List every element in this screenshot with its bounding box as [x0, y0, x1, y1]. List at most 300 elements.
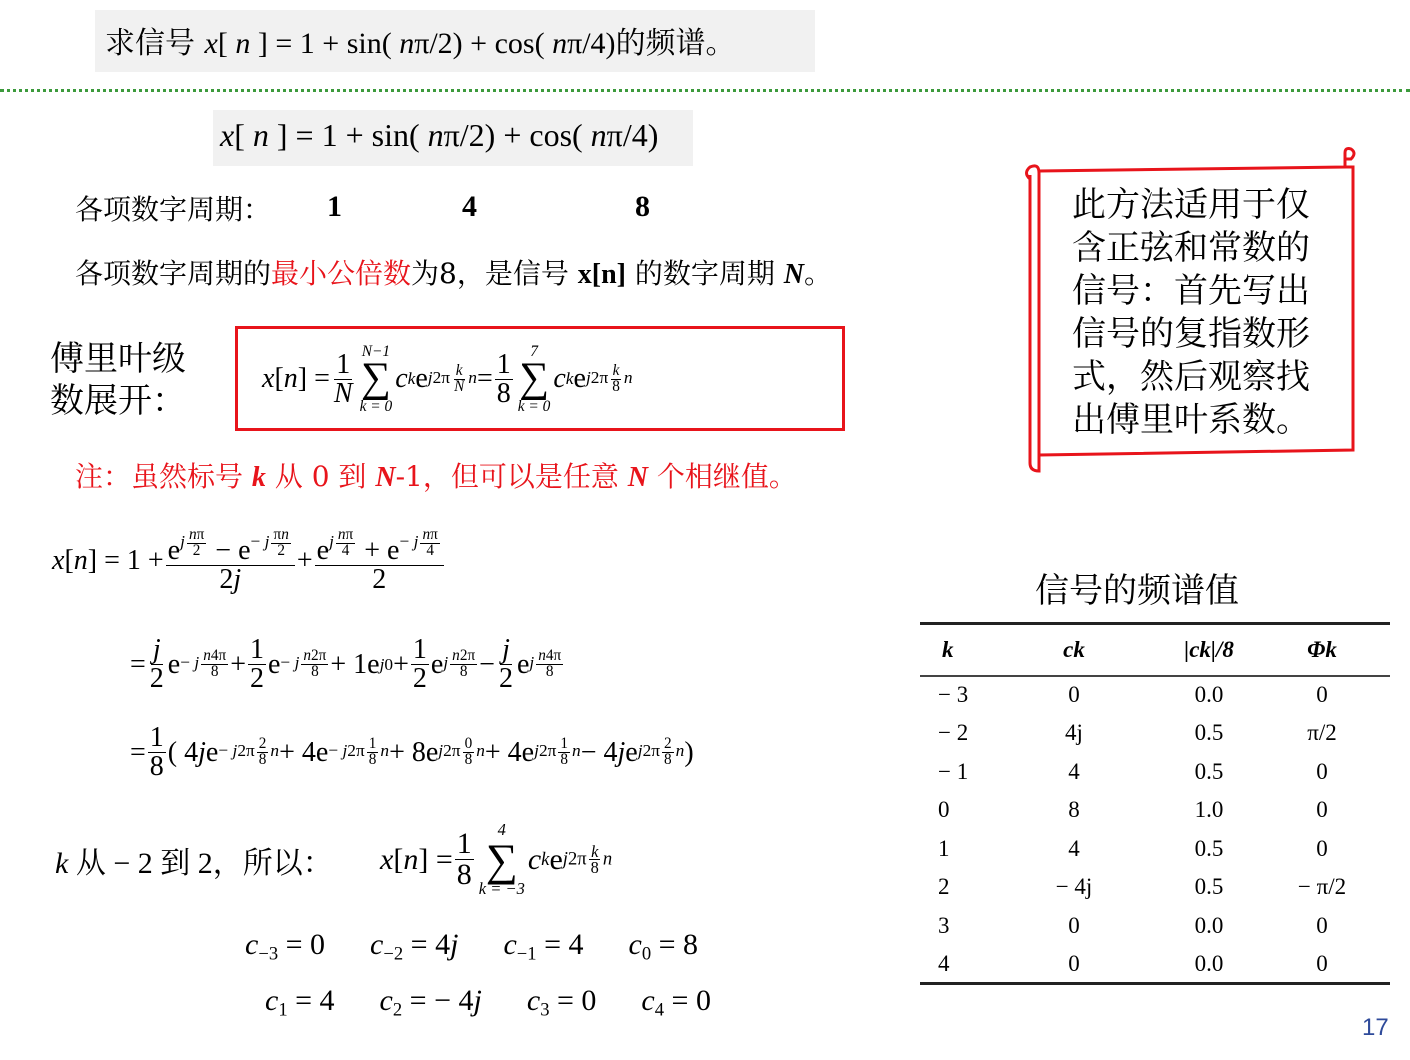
math-variable: j	[180, 532, 185, 551]
math-text: = 4	[403, 928, 451, 961]
table-row	[920, 714, 1390, 753]
math-text: 4π	[210, 647, 227, 665]
math-text: ] = 1 + sin(	[268, 117, 428, 153]
lcm-text: 各项数字周期的	[75, 257, 272, 290]
sigma-symbol: ∑	[485, 834, 518, 885]
denominator	[148, 665, 166, 693]
math-text: π/2) + cos(	[414, 27, 553, 60]
math-text: 8	[590, 858, 599, 878]
fraction	[301, 649, 328, 679]
math-text: =	[130, 736, 146, 768]
fourier-label	[50, 338, 186, 422]
math-text: 从 − 2 到 2，所以：	[68, 846, 333, 880]
math-text: + e	[357, 535, 400, 567]
numerator	[500, 636, 512, 665]
math-variable: j	[617, 736, 626, 768]
fraction	[610, 361, 622, 395]
lcm-highlight: 最小公倍数	[271, 257, 412, 290]
math-text: +	[230, 648, 246, 680]
math-variable: j	[152, 634, 161, 665]
math-variable: j	[438, 741, 444, 761]
math-text	[583, 928, 628, 961]
coefficients-row-2	[265, 984, 711, 1020]
callout-line: 式，然后观察找	[1072, 357, 1310, 397]
note-text: 从 0 到	[265, 460, 376, 493]
math-text: − 4	[580, 736, 618, 768]
math-text: 2π	[642, 741, 661, 761]
math-text: 4π	[545, 647, 562, 665]
period-value: 4	[462, 190, 477, 223]
denominator	[558, 753, 570, 768]
math-text: + 4e	[484, 736, 535, 768]
denominator	[191, 541, 203, 559]
denominator	[411, 665, 429, 693]
subscript	[642, 944, 651, 965]
math-text	[596, 984, 641, 1017]
superscript	[438, 737, 485, 767]
math-text: −	[250, 532, 265, 551]
math-variable: k	[455, 361, 463, 379]
math-text: e	[625, 736, 638, 768]
table-row	[920, 830, 1390, 869]
numerator	[148, 724, 166, 753]
math-text: e	[267, 648, 281, 680]
cell-phase: 0	[1316, 835, 1328, 861]
fraction	[495, 348, 513, 409]
table-row	[920, 868, 1390, 907]
math-text: π	[345, 526, 354, 543]
math-variable: j	[529, 653, 535, 673]
denominator	[463, 753, 475, 768]
scroll-callout-text	[1072, 184, 1310, 442]
fraction	[271, 528, 290, 558]
denominator	[332, 377, 355, 409]
math-text: −	[328, 741, 343, 761]
math-text: −	[218, 741, 233, 761]
math-text: 2π	[443, 741, 461, 761]
cell-k: 2	[938, 874, 950, 900]
range-formula	[380, 822, 612, 898]
cell-ck: 4	[1068, 835, 1080, 861]
math-variable: n	[380, 741, 390, 761]
sum-upper-limit: 4	[497, 820, 506, 839]
math-text: 0	[464, 735, 473, 753]
fraction	[420, 528, 439, 558]
math-text: 4	[654, 999, 665, 1021]
math-text: e	[415, 363, 428, 394]
numerator	[411, 636, 429, 665]
denominator	[340, 541, 352, 559]
superscript	[180, 649, 230, 679]
math-text: 8	[560, 751, 569, 768]
superscript	[562, 841, 613, 878]
superscript	[250, 526, 293, 559]
math-text: 8	[496, 377, 511, 409]
cell-ck: 0	[984, 945, 1164, 984]
period-value: 1	[327, 190, 342, 223]
math-variable: k	[55, 846, 69, 880]
math-text: = 4	[287, 984, 335, 1017]
denominator	[367, 753, 379, 768]
math-text: = 0	[549, 984, 597, 1017]
math-variable: n	[552, 27, 568, 60]
math-text: = 4	[536, 928, 584, 961]
math-text: π/2) + cos(	[443, 117, 591, 153]
callout-line: 含正弦和常数的	[1072, 228, 1310, 268]
math-variable: x	[52, 545, 65, 577]
subscript	[517, 944, 537, 965]
cell-ck: 0	[1068, 912, 1080, 938]
numerator	[495, 348, 513, 380]
cell-k: 3	[938, 912, 950, 938]
math-text: 8	[311, 663, 319, 680]
math-text: ] =	[418, 842, 453, 876]
math-variable: c	[628, 928, 642, 961]
sum-lower-limit: k = 0	[517, 397, 551, 415]
math-text: π	[273, 526, 282, 543]
superscript	[280, 649, 330, 679]
superscript	[380, 656, 394, 673]
math-variable: n	[281, 526, 289, 543]
cell-magnitude: 0.5	[1194, 835, 1224, 861]
math-variable: j	[264, 532, 270, 551]
cell-phase: 0	[1316, 912, 1328, 938]
math-text: −	[280, 653, 295, 673]
denominator	[589, 860, 601, 876]
lcm-text: 。	[804, 257, 833, 290]
cell-phase: π/2	[1307, 720, 1337, 746]
math-variable: j	[427, 367, 433, 387]
problem-title	[105, 18, 736, 62]
math-variable: n	[572, 741, 581, 761]
math-text	[325, 928, 370, 961]
math-text: 1	[249, 634, 264, 665]
math-text: ] =	[297, 363, 330, 394]
superscript	[427, 361, 477, 395]
math-text: 3	[540, 999, 550, 1021]
math-text: 1	[456, 827, 472, 861]
math-variable: n	[675, 741, 685, 761]
math-variable: n	[270, 741, 280, 761]
math-text: [	[393, 842, 404, 876]
math-variable: c	[245, 928, 259, 961]
math-variable: n	[427, 117, 444, 153]
cell-phase: 0	[1316, 758, 1328, 784]
math-text: = − 4	[402, 984, 474, 1017]
math-text	[482, 984, 527, 1017]
math-text: 2	[149, 663, 164, 694]
math-text: 2	[258, 735, 267, 753]
denominator	[248, 665, 266, 693]
fourier-formula	[262, 334, 633, 424]
math-variable: x	[220, 117, 235, 153]
note-k: k	[251, 462, 266, 493]
fraction	[589, 841, 601, 878]
math-text: 1	[412, 634, 427, 665]
math-text: e	[573, 363, 586, 394]
math-text: − e	[208, 535, 251, 567]
title-suffix: 的频谱。	[615, 26, 736, 61]
note-N: N	[627, 462, 648, 493]
fraction	[148, 636, 166, 693]
derivation-line-3	[130, 724, 694, 781]
numerator	[151, 636, 163, 665]
periods-label: 各项数字周期：	[75, 193, 272, 226]
subscript	[541, 848, 550, 870]
fraction	[558, 737, 570, 767]
math-text: 0	[384, 654, 394, 674]
cell-ck: 4	[1068, 758, 1080, 784]
math-variable: n	[235, 27, 251, 60]
denominator	[452, 377, 466, 395]
math-text: 1	[560, 735, 569, 753]
math-variable: c	[527, 842, 542, 876]
math-text: 2	[412, 663, 427, 694]
math-variable: c	[526, 984, 541, 1017]
note-N: N	[375, 462, 396, 493]
math-text: e	[205, 736, 219, 768]
math-variable: j	[413, 532, 419, 551]
callout-line: 此方法适用于仅	[1072, 185, 1310, 225]
sum-upper-limit: 7	[530, 342, 538, 360]
math-text: 8	[149, 751, 164, 782]
math-variable: k	[591, 841, 599, 861]
denominator	[544, 665, 556, 680]
math-variable: n	[203, 647, 211, 665]
math-variable: n	[303, 647, 312, 665]
superscript	[529, 649, 565, 679]
math-variable: c	[265, 984, 279, 1017]
math-variable: x	[380, 842, 394, 876]
math-variable: n	[337, 526, 346, 543]
denominator	[217, 566, 243, 594]
math-text: 2π	[237, 741, 255, 761]
math-variable: n	[538, 647, 546, 665]
math-text: 2	[664, 735, 672, 753]
math-variable: N	[454, 377, 465, 395]
math-variable: n	[590, 117, 607, 153]
cell-ck: − 4j	[1055, 874, 1093, 900]
math-text: 2	[277, 541, 285, 559]
header-magnitude: |ck|/8	[1164, 624, 1254, 676]
cell-magnitude: 0.0	[1164, 945, 1254, 984]
cell-magnitude: 0.5	[1194, 758, 1224, 784]
cell-phase: − π/2	[1297, 874, 1347, 900]
math-variable: c	[395, 363, 408, 394]
cell-k: − 3	[938, 682, 969, 708]
math-text: 2π	[590, 367, 609, 387]
sum-upper-limit: N−1	[361, 342, 391, 360]
superscript	[218, 737, 279, 767]
math-text: 1	[496, 348, 511, 380]
math-text: ] = 1 + sin(	[250, 27, 400, 60]
math-text: 2	[498, 663, 513, 694]
math-text: 1	[336, 348, 351, 380]
math-text: 8	[459, 663, 468, 680]
table-row	[920, 753, 1390, 792]
math-variable: n	[468, 367, 477, 387]
math-text: 2π	[459, 647, 476, 665]
math-text: [	[217, 27, 236, 60]
math-variable: j	[502, 634, 510, 665]
math-text: e	[549, 842, 563, 876]
denominator	[309, 665, 321, 680]
math-text: −	[479, 648, 495, 680]
math-text: 8	[612, 377, 620, 395]
math-text: 1	[149, 722, 164, 753]
cell-phase: 0	[1316, 682, 1328, 708]
math-text: 8	[210, 663, 219, 680]
math-variable: c	[370, 928, 384, 961]
math-variable: N	[333, 377, 353, 409]
cell-ck: 8	[1068, 797, 1080, 823]
header-phase: Φk	[1254, 624, 1390, 676]
superscript	[585, 361, 633, 395]
math-variable: j	[198, 736, 206, 768]
math-text: e	[316, 535, 330, 567]
math-text: )	[684, 736, 694, 768]
denominator	[497, 665, 515, 693]
math-text: 1	[278, 999, 288, 1021]
math-text: 2π	[347, 741, 365, 761]
math-text: 8	[545, 663, 554, 680]
math-variable: n	[283, 363, 298, 394]
cell-ck: 0	[1068, 682, 1080, 708]
callout-line: 信号：首先写出	[1072, 271, 1310, 311]
lcm-line	[75, 252, 832, 292]
math-variable: j	[585, 367, 591, 387]
subscript	[393, 1000, 402, 1021]
math-text: 8	[456, 858, 472, 892]
math-variable: x	[262, 363, 275, 394]
fraction	[367, 737, 379, 767]
math-variable: j	[232, 741, 238, 761]
cell-magnitude: 0.5	[1194, 720, 1224, 746]
range-label	[55, 838, 333, 882]
subscript	[408, 370, 416, 387]
math-variable: k	[612, 361, 620, 379]
math-text: +	[296, 545, 313, 577]
math-text: 8	[258, 751, 267, 768]
fraction	[187, 528, 206, 558]
math-text: −2	[383, 943, 404, 965]
fraction	[452, 361, 466, 395]
math-variable: x	[204, 27, 218, 60]
lcm-text: 为8，是信号	[411, 257, 578, 290]
math-text: 2π	[311, 647, 327, 665]
summation	[479, 822, 525, 898]
cell-magnitude: 0.0	[1194, 912, 1224, 938]
superscript	[443, 649, 479, 679]
math-text: =	[130, 648, 146, 680]
math-variable: n	[422, 526, 431, 543]
fraction	[201, 649, 228, 679]
note-text: -1，但可以是任意	[395, 460, 628, 493]
math-text: [	[64, 545, 74, 577]
math-text: e	[516, 648, 530, 680]
math-variable: n	[623, 367, 633, 387]
math-variable: n	[403, 842, 419, 876]
subscript	[258, 944, 278, 965]
fourier-label-line: 傅里叶级	[50, 339, 186, 379]
cell-k: 0	[938, 797, 950, 823]
table-header-row	[920, 624, 1390, 676]
note-text: 个相继值。	[647, 460, 797, 493]
lcm-N: N	[783, 259, 805, 290]
superscript	[534, 737, 581, 767]
math-variable: j	[637, 741, 643, 761]
math-text: + 1e	[330, 648, 380, 680]
math-text: 2π	[567, 848, 587, 870]
summation	[518, 344, 551, 415]
fraction	[332, 348, 355, 409]
math-text: π/4)	[606, 117, 659, 153]
spectrum-table	[920, 622, 1390, 985]
table-row	[920, 676, 1390, 715]
denominator	[370, 566, 388, 594]
math-text: 8	[664, 751, 672, 768]
periods-line	[75, 188, 271, 228]
coefficients-row-1	[245, 928, 698, 964]
fraction	[148, 724, 166, 781]
denominator	[275, 541, 287, 559]
denominator	[455, 860, 474, 890]
math-text: e	[430, 648, 444, 680]
math-text: 2	[192, 541, 201, 559]
math-text: [	[234, 117, 253, 153]
fraction	[536, 649, 563, 679]
math-variable: j	[379, 654, 385, 674]
math-text: 4	[341, 541, 350, 559]
denominator	[662, 753, 674, 768]
math-text: π	[430, 526, 438, 543]
title-formula	[205, 27, 616, 60]
math-variable: c	[641, 984, 655, 1017]
numerator	[315, 528, 444, 566]
fraction	[248, 636, 266, 693]
denominator	[424, 541, 436, 559]
math-variable: n	[252, 117, 269, 153]
math-text: 8	[464, 751, 473, 768]
note-line	[75, 455, 797, 495]
table-row	[920, 791, 1390, 830]
math-text: 1	[368, 735, 377, 753]
math-text: −3	[258, 943, 279, 965]
math-variable: j	[534, 741, 539, 761]
denominator	[209, 665, 221, 680]
math-text: 2	[219, 564, 234, 596]
math-variable: k	[407, 369, 416, 389]
cell-phase: 0	[1254, 945, 1390, 984]
callout-line: 出傅里叶系数。	[1072, 400, 1310, 440]
math-variable: n	[399, 27, 415, 60]
derivation-line-1	[52, 528, 446, 594]
fraction	[411, 636, 429, 693]
math-variable: n	[602, 848, 613, 870]
numerator	[248, 636, 266, 665]
callout-line: 信号的复指数形	[1072, 314, 1310, 354]
fraction	[497, 636, 515, 693]
math-text: 2	[249, 663, 264, 694]
math-variable: c	[553, 363, 566, 394]
math-text: 2π	[432, 367, 451, 387]
denominator	[458, 665, 470, 680]
math-text: π	[196, 526, 205, 543]
cell-phase: 0	[1316, 797, 1328, 823]
math-text: +	[393, 648, 409, 680]
math-text: ( 4	[167, 736, 199, 768]
fraction	[315, 528, 444, 594]
